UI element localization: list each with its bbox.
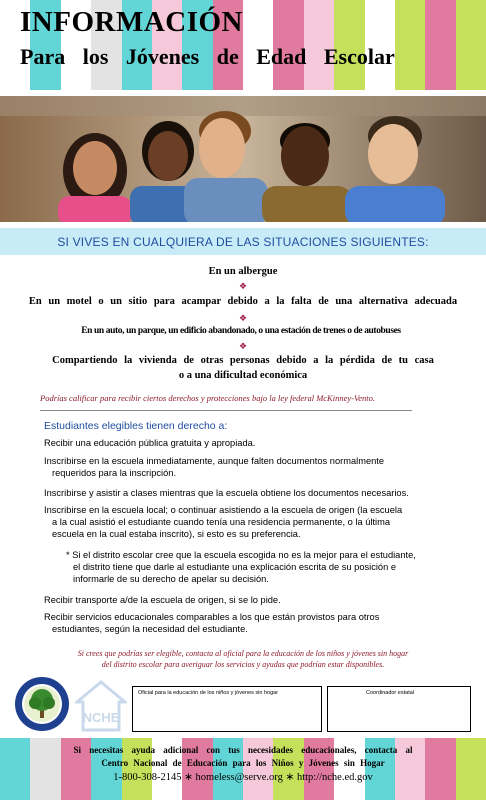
phone-number: 1-800-308-2145 [113,772,182,783]
page-subtitle: Para los Jóvenes de Edad Escolar [20,44,395,69]
school-choice-note: * Si el distrito escolar cree que la escuela escogida no es la mejor para el estudiante, el distrito tiene que darle al estudiante una explicación escrita de su posición e informarle de su derecho de apelar su decisión. [66,550,416,584]
email-link[interactable]: homeless@serve.org [195,772,283,783]
situation-sharing-cont: o a una dificultad económica [178,370,308,381]
contact-line [0,771,486,783]
website-link[interactable]: http://nche.ed.gov [296,772,373,783]
separator-icon: ∗ [184,772,193,783]
right-item: Recibir transporte a/de la escuela de origen, si se lo pide. [44,595,281,605]
nche-house-logo-icon [75,680,127,739]
situation-motel: En un motel o un sitio para acampar debido a la falta de una alternativa adecuada [28,296,458,307]
contact-note: Si crees que podrías ser elegible, contacta al oficial para la educación de los niños y jóvenes sin hogar [77,649,409,658]
rights-heading: Estudiantes elegibles tienen derecho a: [44,420,228,432]
diamond-bullet-icon: ❖ [238,281,248,291]
situation-car-park: En un auto, un parque, un edificio abandonado, o una estación de trenes o de autobuses [81,326,401,336]
stripe [425,0,455,90]
right-item: Inscribirse en la escuela local; o continuar asistiendo a la escuela de origen (la escuela a la cual asistió el estudiante cuando tenía una residencia permanente, o la última escuela en la cual estaba inscrito), si esto es su preferencia. [44,505,403,539]
state-coordinator-box[interactable] [327,686,471,732]
contact-note-cont: del distrito escolar para averiguar los servicios y ayudas que podrían estar disponibles. [101,660,385,669]
right-item: Recibir servicios educacionales comparables a los que están provistos para otros estudiantes, según la necesidad del estudiante. [44,612,380,634]
help-line: Si necesitas ayuda adicional con tus necesidades educacionales, contacta al [73,745,413,755]
stripe [456,0,486,90]
district-liaison-box[interactable] [132,686,322,732]
diamond-bullet-icon: ❖ [238,313,248,323]
right-item: Recibir una educación pública gratuita y apropiada. [44,438,256,448]
state-coordinator-label: Coordinador estatal [366,690,415,696]
separator-icon: ∗ [285,772,295,783]
nche-name: Centro Nacional de Educación para los Niños y Jóvenes sin Hogar [101,758,385,768]
situations-banner: SI VIVES EN CUALQUIERA DE LAS SITUACIONES SIGUIENTES: [0,228,486,255]
page-title: INFORMACIÓN [20,6,243,38]
students-photo [0,96,486,222]
right-item: Inscribirse y asistir a clases mientras que la escuela obtiene los documentos necesarios. [44,488,409,498]
right-item: Inscribirse en la escuela inmediatamente, aunque falten documentos normalmente requeridos para la inscripción. [44,456,385,478]
situation-shelter: En un albergue [208,266,278,277]
stripe [395,0,425,90]
situation-sharing: Compartiendo la vivienda de otras personas debido a la pérdida de tu casa [52,355,434,366]
diamond-bullet-icon: ❖ [238,341,248,351]
svg-text:NCHE: NCHE [82,710,120,725]
us-department-of-education-seal-icon [14,676,70,737]
qualify-note: Podrías calificar para recibir ciertos derechos y protecciones bajo la ley federal McKinney-Vento. [40,393,375,403]
divider [40,410,412,411]
district-liaison-label: Oficial para la educación de los niños y jóvenes sin hogar [138,690,279,696]
